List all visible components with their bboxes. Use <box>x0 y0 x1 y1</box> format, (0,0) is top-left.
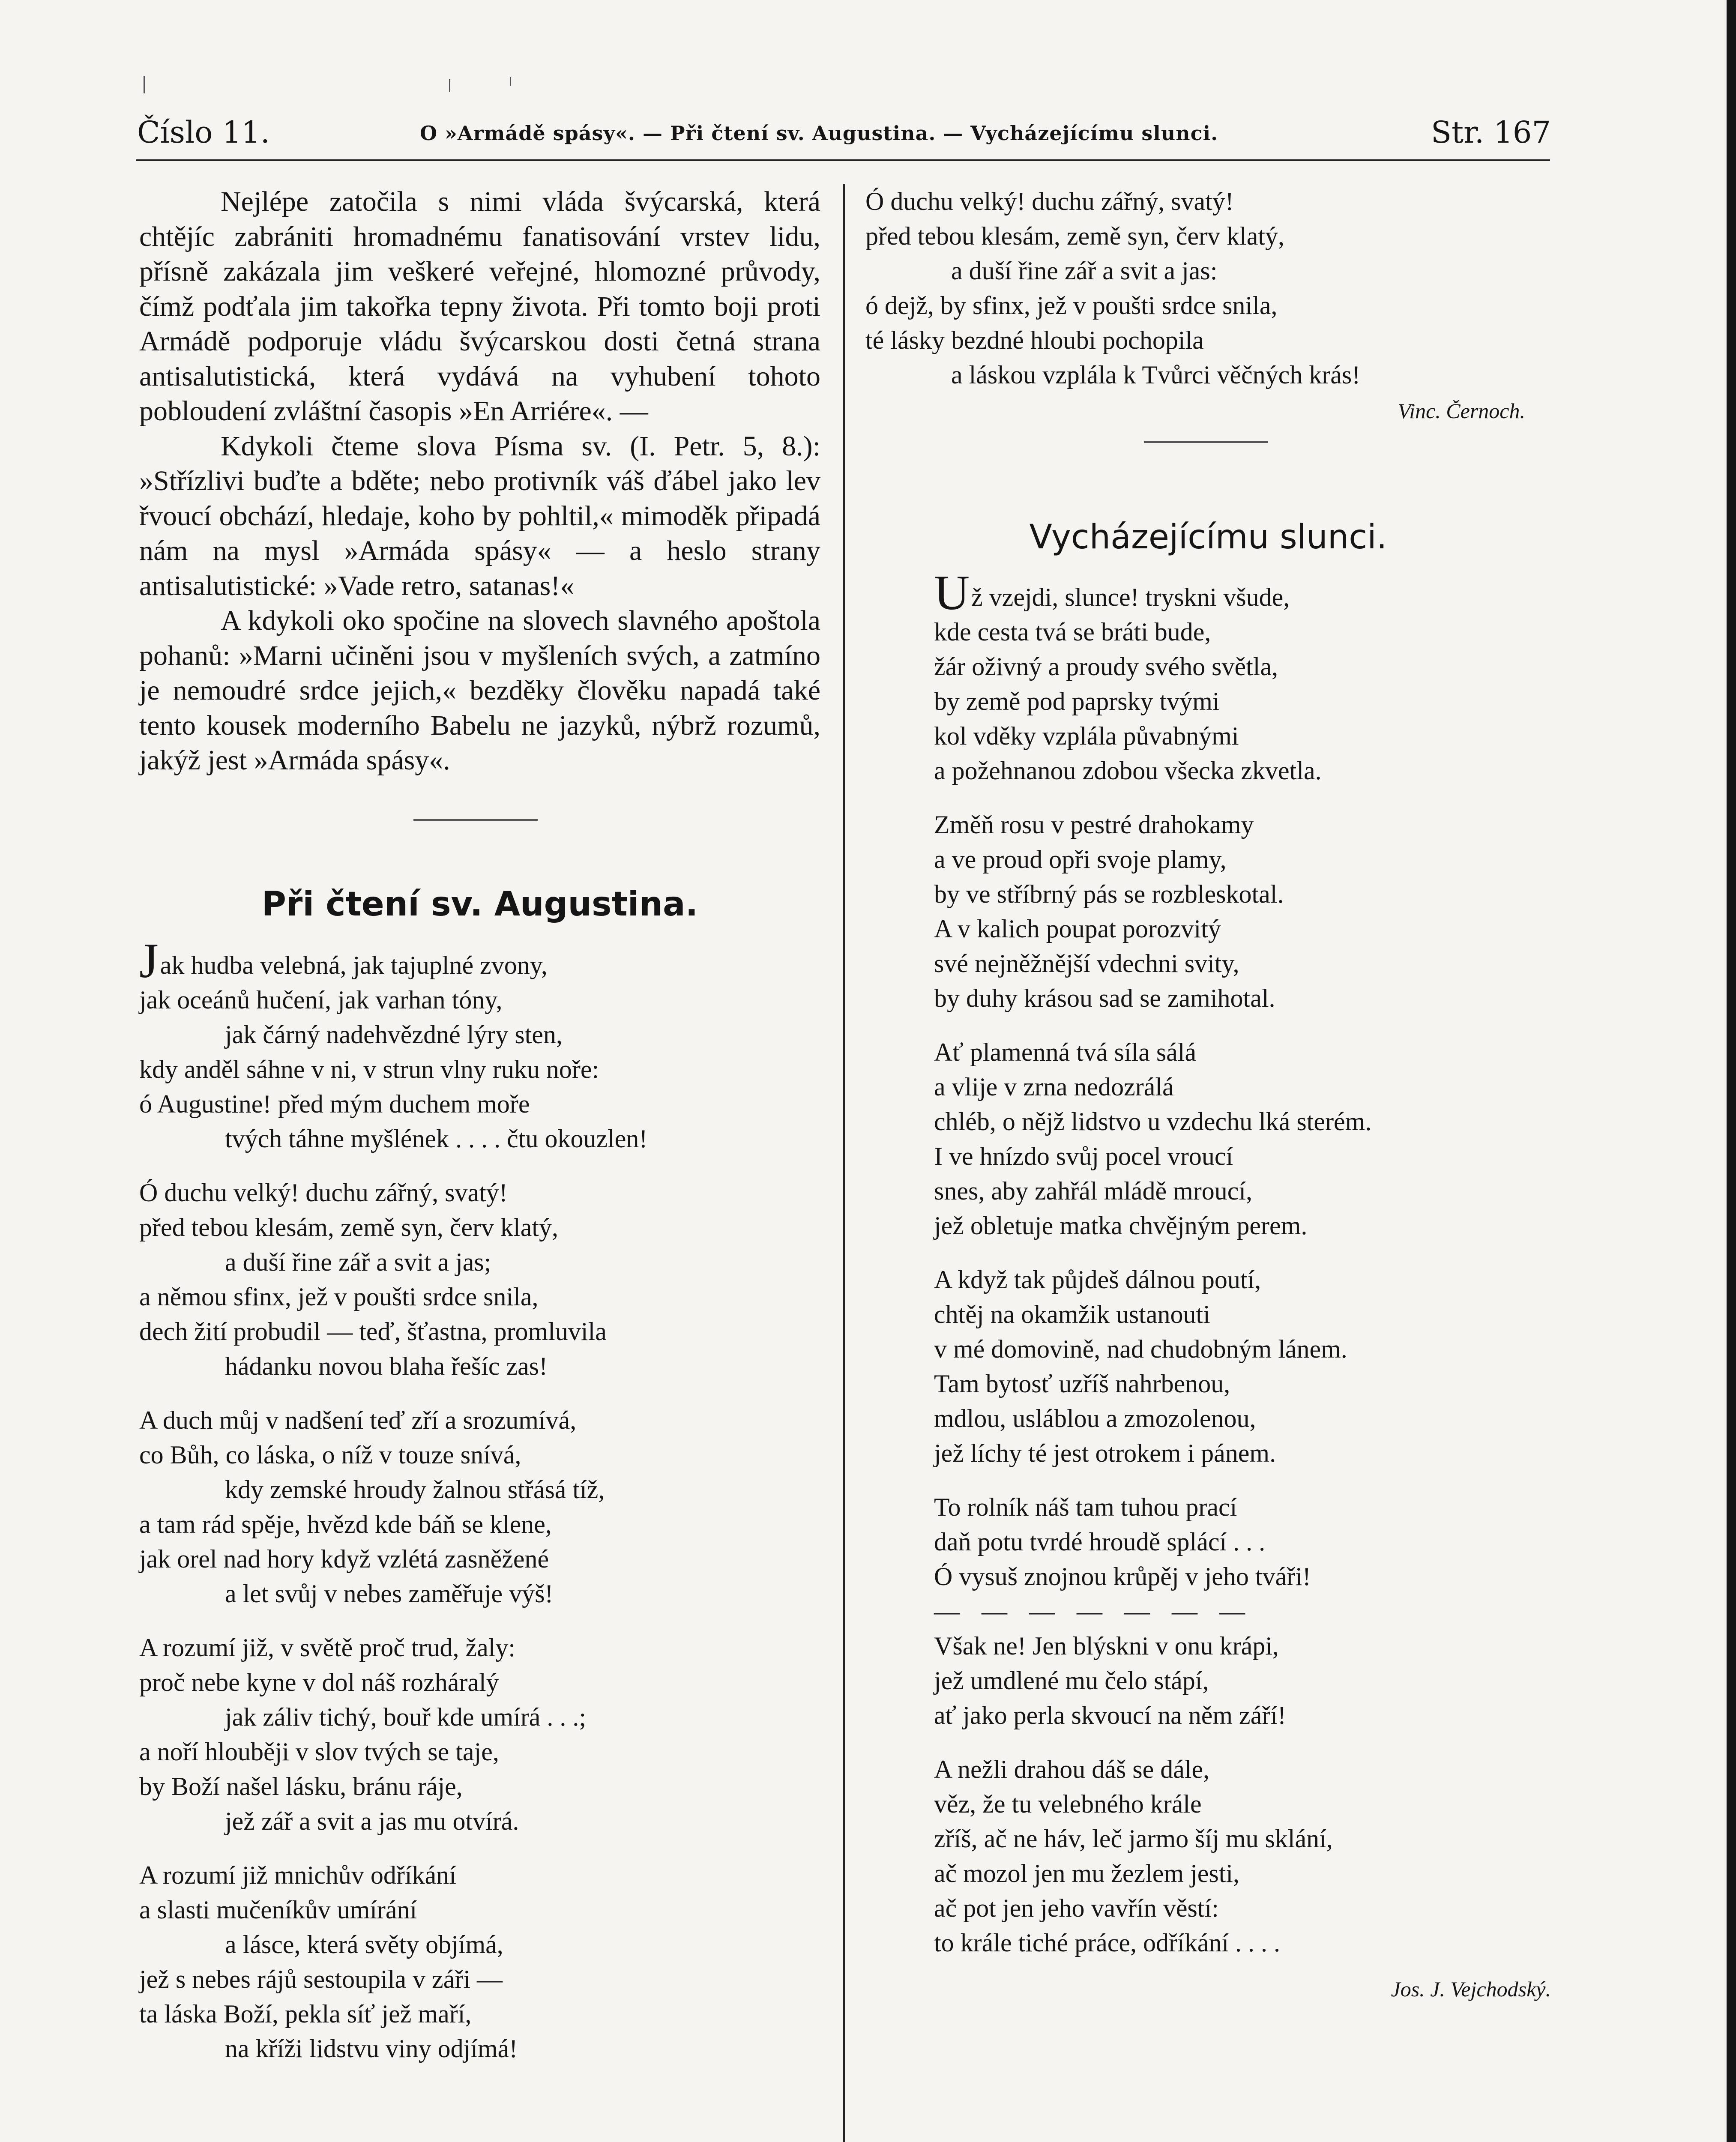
issue-number: Číslo 11. <box>137 115 270 150</box>
verse-line: kol vděky vzplála půvabnými <box>934 722 1239 750</box>
verse-line: na kříži lidstvu viny odjímá! <box>225 2034 518 2063</box>
page-number: Str. 167 <box>1431 115 1551 150</box>
poem-title: Při čtení sv. Augustina. <box>261 885 698 924</box>
verse-line: Změň rosu v pestré drahokamy <box>934 811 1254 839</box>
verse-line: žár oživný a proudy svého světla, <box>934 652 1278 681</box>
stanza <box>139 1176 820 1384</box>
verse-line: Tam bytosť uzříš nahrbenou, <box>934 1370 1230 1398</box>
left-column <box>139 184 820 2066</box>
verse-line: by duhy krásou sad se zamihotal. <box>934 984 1275 1012</box>
verse-line: před tebou klesám, země syn, červ klatý, <box>139 1213 558 1242</box>
verse-line: a noří hlouběji v slov tvých se taje, <box>139 1737 499 1766</box>
verse-line: by Boží našel lásku, bránu ráje, <box>139 1772 463 1801</box>
author-signature: Vinc. Černoch. <box>1398 399 1525 423</box>
verse-line: Jak hudba velebná, jak tajuplné zvony, <box>139 933 548 988</box>
drop-cap: J <box>139 933 159 988</box>
verse-line: tvých táhne myšlének . . . . čtu okouzlen! <box>225 1124 648 1153</box>
verse-line: kde cesta tvá se bráti bude, <box>934 618 1211 646</box>
verse-line: mdlou, usláblou a zmozolenou, <box>934 1404 1256 1433</box>
verse-line: by ve stříbrný pás se rozbleskotal. <box>934 880 1284 908</box>
header-titles: O »Armádě spásy«. — Při čtení sv. Augustina. — Vycházejícímu slunci. <box>420 122 1218 145</box>
verse-line: Ó duchu velký! duchu zářný, svatý! <box>139 1178 508 1207</box>
verse-line: a tam rád spěje, hvězd kde báň se klene, <box>139 1510 552 1538</box>
verse-line: daň potu tvrdé hroudě splácí . . . <box>934 1528 1266 1556</box>
verse-line: jež obletuje matka chvějným perem. <box>934 1212 1308 1240</box>
verse-line: ať jako perla skvoucí na něm září! <box>934 1701 1286 1729</box>
verse-line: jak orel nad hory když vzlétá zasněžené <box>139 1544 549 1573</box>
verse-line: snes, aby zahřál mládě mroucí, <box>934 1177 1253 1205</box>
right-column <box>865 184 1551 2001</box>
column-rule <box>843 184 845 2142</box>
paragraph: Nejlépe zatočila s nimi vláda švýcarská, která chtějíc zabrániti hromadnému fanatisování vrstev lidu, přísně zakázala jim veškeré veřejné, hlomozné průvody, čímž podťala jim takořka tepny života. Při tomto boji proti Armádě podporuje vládu švýcarskou dosti četná strana antisalutistická, která vydává na vyhubení tohoto pobloudení zvláštní časopis »En Arriére«. — <box>139 186 820 427</box>
author-signature: Jos. J. Vejchodský. <box>1391 1977 1551 2001</box>
verse-line: hádanku novou blaha řešíc zas! <box>225 1352 548 1380</box>
verse-line: jež líchy té jest otrokem i pánem. <box>934 1439 1276 1467</box>
verse-line: jež umdlené mu čelo stápí, <box>934 1666 1209 1695</box>
verse-line: jak záliv tichý, bouř kde umírá . . .; <box>225 1702 587 1731</box>
verse-line: a požehnanou zdobou všecka zkvetla. <box>934 757 1322 785</box>
verse-line: a němou sfinx, jež v poušti srdce snila, <box>139 1282 539 1311</box>
stanza <box>934 1035 1551 1243</box>
verse-line: Ať plamenná tvá síla sálá <box>934 1038 1197 1066</box>
verse-line: Ó vysuš znojnou krůpěj v jeho tváři! <box>934 1562 1311 1591</box>
poem-title: Vycházejícímu slunci. <box>1029 518 1387 556</box>
section-separator <box>413 819 538 821</box>
verse-line: Už vzejdi, slunce! tryskni všude, <box>934 565 1290 620</box>
verse-line: ó Augustine! před mým duchem moře <box>139 1089 530 1118</box>
poem-slunci <box>865 565 1551 1960</box>
verse-line: A rozumí již, v světě proč trud, žaly: <box>139 1633 516 1662</box>
verse-line: před tebou klesám, země syn, červ klatý, <box>865 222 1284 250</box>
stanza <box>139 1630 820 1839</box>
verse-line: a duší řine zář a svit a jas; <box>225 1248 491 1276</box>
verse-line: v mé domovině, nad chudobným lánem. <box>934 1335 1347 1363</box>
verse-line: a lásce, která světy objímá, <box>225 1930 503 1959</box>
verse-line: a slasti mučeníkův umírání <box>139 1895 417 1924</box>
section-separator <box>1144 441 1268 443</box>
stanza <box>934 1490 1551 1733</box>
verse-line: Však ne! Jen blýskni v onu krápi, <box>934 1632 1279 1660</box>
stanza <box>139 933 820 1156</box>
stanza <box>934 1262 1551 1471</box>
article-text <box>139 184 820 778</box>
scan-mark <box>449 79 450 92</box>
verse-line: jak čárný nadehvězdné lýry sten, <box>225 1020 563 1049</box>
stanza <box>139 1858 820 2066</box>
paragraph: A kdykoli oko spočine na slovech slavného apoštola pohanů: »Marni učiněni jsou v myšleních svých, a zatmíno je nemoudré srdce jejich,« bezděky člověku napadá také tento kousek moderního Babelu ne jazyků, nýbrž rozumů, jakýž jest »Armáda spásy«. <box>139 605 820 776</box>
verse-line: Ó duchu velký! duchu zářný, svatý! <box>865 187 1234 215</box>
stanza <box>139 1403 820 1611</box>
verse-line: A rozumí již mnichův odříkání <box>139 1861 456 1889</box>
verse-line: I ve hnízdo svůj pocel vroucí <box>934 1142 1233 1170</box>
header-rule <box>136 159 1550 161</box>
scan-mark <box>510 77 511 86</box>
verse-line: dech žití probudil — teď, šťastna, promluvila <box>139 1317 607 1346</box>
poem-augustin <box>139 933 820 2066</box>
verse-line: jež zář a svit a jas mu otvírá. <box>225 1807 519 1835</box>
verse-line: jež s nebes rájů sestoupila v záři — <box>139 1965 503 1993</box>
verse-line: A nežli drahou dáš se dále, <box>934 1755 1210 1783</box>
verse-line: by země pod paprsky tvými <box>934 687 1220 715</box>
dash-divider: — — — — — — — <box>934 1597 1253 1625</box>
verse-line: a vlije v zrna nedozrálá <box>934 1073 1174 1101</box>
verse-line: to krále tiché práce, odříkání . . . . <box>934 1929 1281 1957</box>
verse-line: zříš, ač ne háv, leč jarmo šíj mu sklání, <box>934 1825 1333 1853</box>
stanza <box>934 565 1551 788</box>
verse-line: a duší řine zář a svit a jas: <box>951 257 1218 285</box>
verse-line: chléb, o nějž lidstvo u vzdechu lká sterém. <box>934 1107 1372 1136</box>
stanza <box>934 808 1551 1016</box>
verse-line: a láskou vzplála k Tvůrci věčných krás! <box>951 361 1361 389</box>
scan-mark <box>144 76 145 93</box>
verse-line: a ve proud opři svoje plamy, <box>934 845 1227 874</box>
verse-line: jak oceánů hučení, jak varhan tóny, <box>139 985 503 1014</box>
stanza <box>934 1752 1551 1960</box>
verse-line: a let svůj v nebes zaměřuje výš! <box>225 1579 554 1608</box>
drop-cap: U <box>934 565 970 620</box>
verse-line: To rolník náš tam tuhou prací <box>934 1493 1237 1521</box>
verse-line: A duch můj v nadšení teď zří a srozumívá, <box>139 1406 577 1434</box>
verse-line: kdy anděl sáhne v ni, v strun vlny ruku noře: <box>139 1055 599 1083</box>
verse-line: A když tak půjdeš dálnou poutí, <box>934 1265 1261 1294</box>
verse-line: své nejněžnější vdechni svity, <box>934 949 1239 978</box>
running-header <box>137 115 1551 162</box>
verse-line: ač pot jen jeho vavřín věstí: <box>934 1894 1219 1922</box>
verse-line: chtěj na okamžik ustanouti <box>934 1300 1210 1328</box>
verse-line: proč nebe kyne v dol náš rozháralý <box>139 1668 499 1696</box>
verse-line: ta láska Boží, pekla síť jež maří, <box>139 1999 472 2028</box>
verse-line: ač mozol jen mu žezlem jesti, <box>934 1859 1240 1888</box>
paragraph: Kdykoli čteme slova Písma sv. (I. Petr. 5, 8.): »Střízlivi buďte a bděte; nebo protivník váš ďábel jako lev řvoucí obchází, hledaje, koho by pohltil,« mimoděk připadá nám na mysl »Armáda spásy« — a heslo strany antisalutistické: »Vade retro, satanas!« <box>139 430 820 601</box>
verse-line: věz, že tu velebného krále <box>934 1790 1202 1818</box>
verse-line: kdy zemské hroudy žalnou střásá tíž, <box>225 1475 605 1504</box>
verse-line: A v kalich poupat porozvitý <box>934 915 1221 943</box>
verse-line: co Bůh, co láska, o níž v touze snívá, <box>139 1440 521 1469</box>
verse-line: ó dejž, by sfinx, jež v poušti srdce snila, <box>865 291 1278 320</box>
stanza <box>865 184 1551 392</box>
verse-line: té lásky bezdné hloubi pochopila <box>865 326 1204 354</box>
